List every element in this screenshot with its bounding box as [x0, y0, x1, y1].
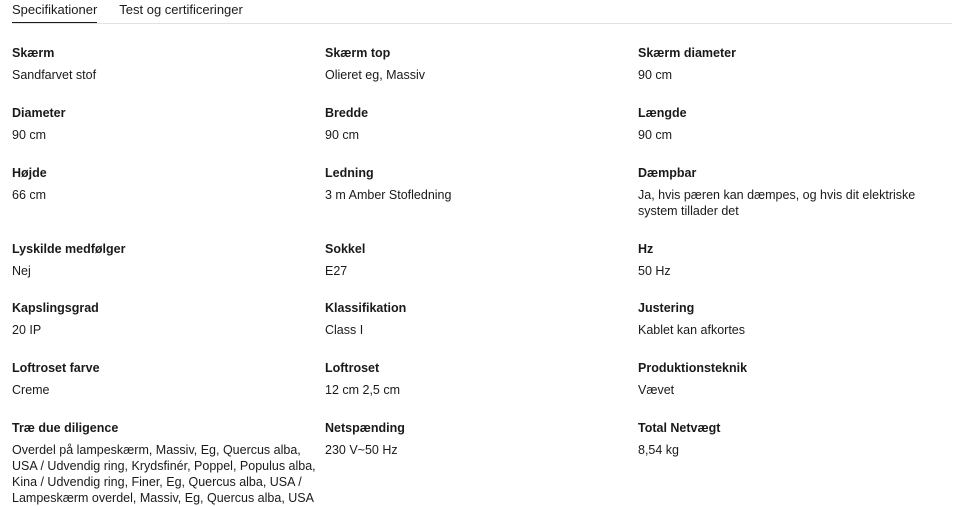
spec-item-adjustment: [638, 300, 958, 338]
spec-label: Bredde: [325, 106, 369, 120]
spec-label: Længde: [638, 106, 687, 120]
spec-label: Lyskilde medfølger: [12, 242, 126, 256]
spec-item-screen-diameter: [638, 45, 958, 83]
spec-value: 90 cm: [12, 128, 47, 142]
spec-value: Nej: [12, 264, 31, 278]
spec-label: Loftroset: [325, 361, 380, 375]
spec-tabs: [12, 0, 952, 24]
spec-item-dimmable: [638, 165, 958, 219]
spec-item-ceiling-rose-color: [12, 360, 312, 398]
spec-value: Creme: [12, 383, 50, 397]
spec-item-diameter: [12, 105, 312, 143]
spec-label: Dæmpbar: [638, 166, 697, 180]
spec-label: Klassifikation: [325, 301, 407, 315]
spec-value: 50 Hz: [638, 264, 671, 278]
spec-value: 90 cm: [638, 68, 673, 82]
spec-value: 90 cm: [325, 128, 360, 142]
spec-item-length: [638, 105, 958, 143]
spec-value: Kablet kan afkortes: [638, 323, 746, 337]
spec-value: 12 cm 2,5 cm: [325, 383, 401, 397]
spec-value: E27: [325, 264, 348, 278]
spec-value: 8,54 kg: [638, 443, 680, 457]
spec-label: Højde: [12, 166, 47, 180]
spec-item-total-net-weight: [638, 420, 958, 458]
spec-item-production-technique: [638, 360, 958, 398]
spec-item-wood-due-diligence: [12, 420, 322, 506]
spec-item-socket: [325, 241, 625, 279]
spec-label: Ledning: [325, 166, 374, 180]
spec-item-voltage: [325, 420, 625, 458]
spec-value: Overdel på lampeskærm, Massiv, Eg, Quercus alba, USA / Udvendig ring, Krydsfinér, Poppel, Populus alba, Kina / Udvendig ring, Finer, Eg, Quercus alba, USA / Lampeskærm overdel, Massiv, Eg, Quercus alba, USA: [12, 443, 316, 505]
spec-value: 90 cm: [638, 128, 673, 142]
spec-value: 66 cm: [12, 188, 47, 202]
spec-label: Total Netvægt: [638, 421, 721, 435]
spec-value: Olieret eg, Massiv: [325, 68, 426, 82]
spec-label: Justering: [638, 301, 695, 315]
spec-label: Hz: [638, 242, 654, 256]
spec-item-cord: [325, 165, 625, 203]
spec-label: Loftroset farve: [12, 361, 100, 375]
spec-item-width: [325, 105, 625, 143]
spec-item-classification: [325, 300, 625, 338]
spec-label: Skærm: [12, 46, 55, 60]
spec-label: Diameter: [12, 106, 66, 120]
spec-item-hz: [638, 241, 958, 279]
tab-specifications[interactable]: Specifikationer: [12, 0, 97, 23]
spec-label: Skærm top: [325, 46, 391, 60]
spec-item-ceiling-rose: [325, 360, 625, 398]
spec-value: 230 V~50 Hz: [325, 443, 398, 457]
spec-item-height: [12, 165, 312, 203]
spec-label: Produktionsteknik: [638, 361, 748, 375]
spec-label: Skærm diameter: [638, 46, 736, 60]
spec-value: Vævet: [638, 383, 675, 397]
spec-item-screen-top: [325, 45, 625, 83]
spec-item-screen: [12, 45, 312, 83]
spec-value: Sandfarvet stof: [12, 68, 97, 82]
spec-label: Netspænding: [325, 421, 405, 435]
spec-value: 20 IP: [12, 323, 42, 337]
tab-tests-certifications[interactable]: Test og certificeringer: [119, 2, 243, 17]
spec-label: Kapslingsgrad: [12, 301, 99, 315]
spec-label: Sokkel: [325, 242, 366, 256]
spec-value: 3 m Amber Stofledning: [325, 188, 452, 202]
spec-item-light-source-included: [12, 241, 312, 279]
spec-item-ip-rating: [12, 300, 312, 338]
spec-value: Ja, hvis pæren kan dæmpes, og hvis dit elektriske system tillader det: [638, 188, 916, 218]
spec-value: Class I: [325, 323, 364, 337]
spec-label: Træ due diligence: [12, 421, 119, 435]
